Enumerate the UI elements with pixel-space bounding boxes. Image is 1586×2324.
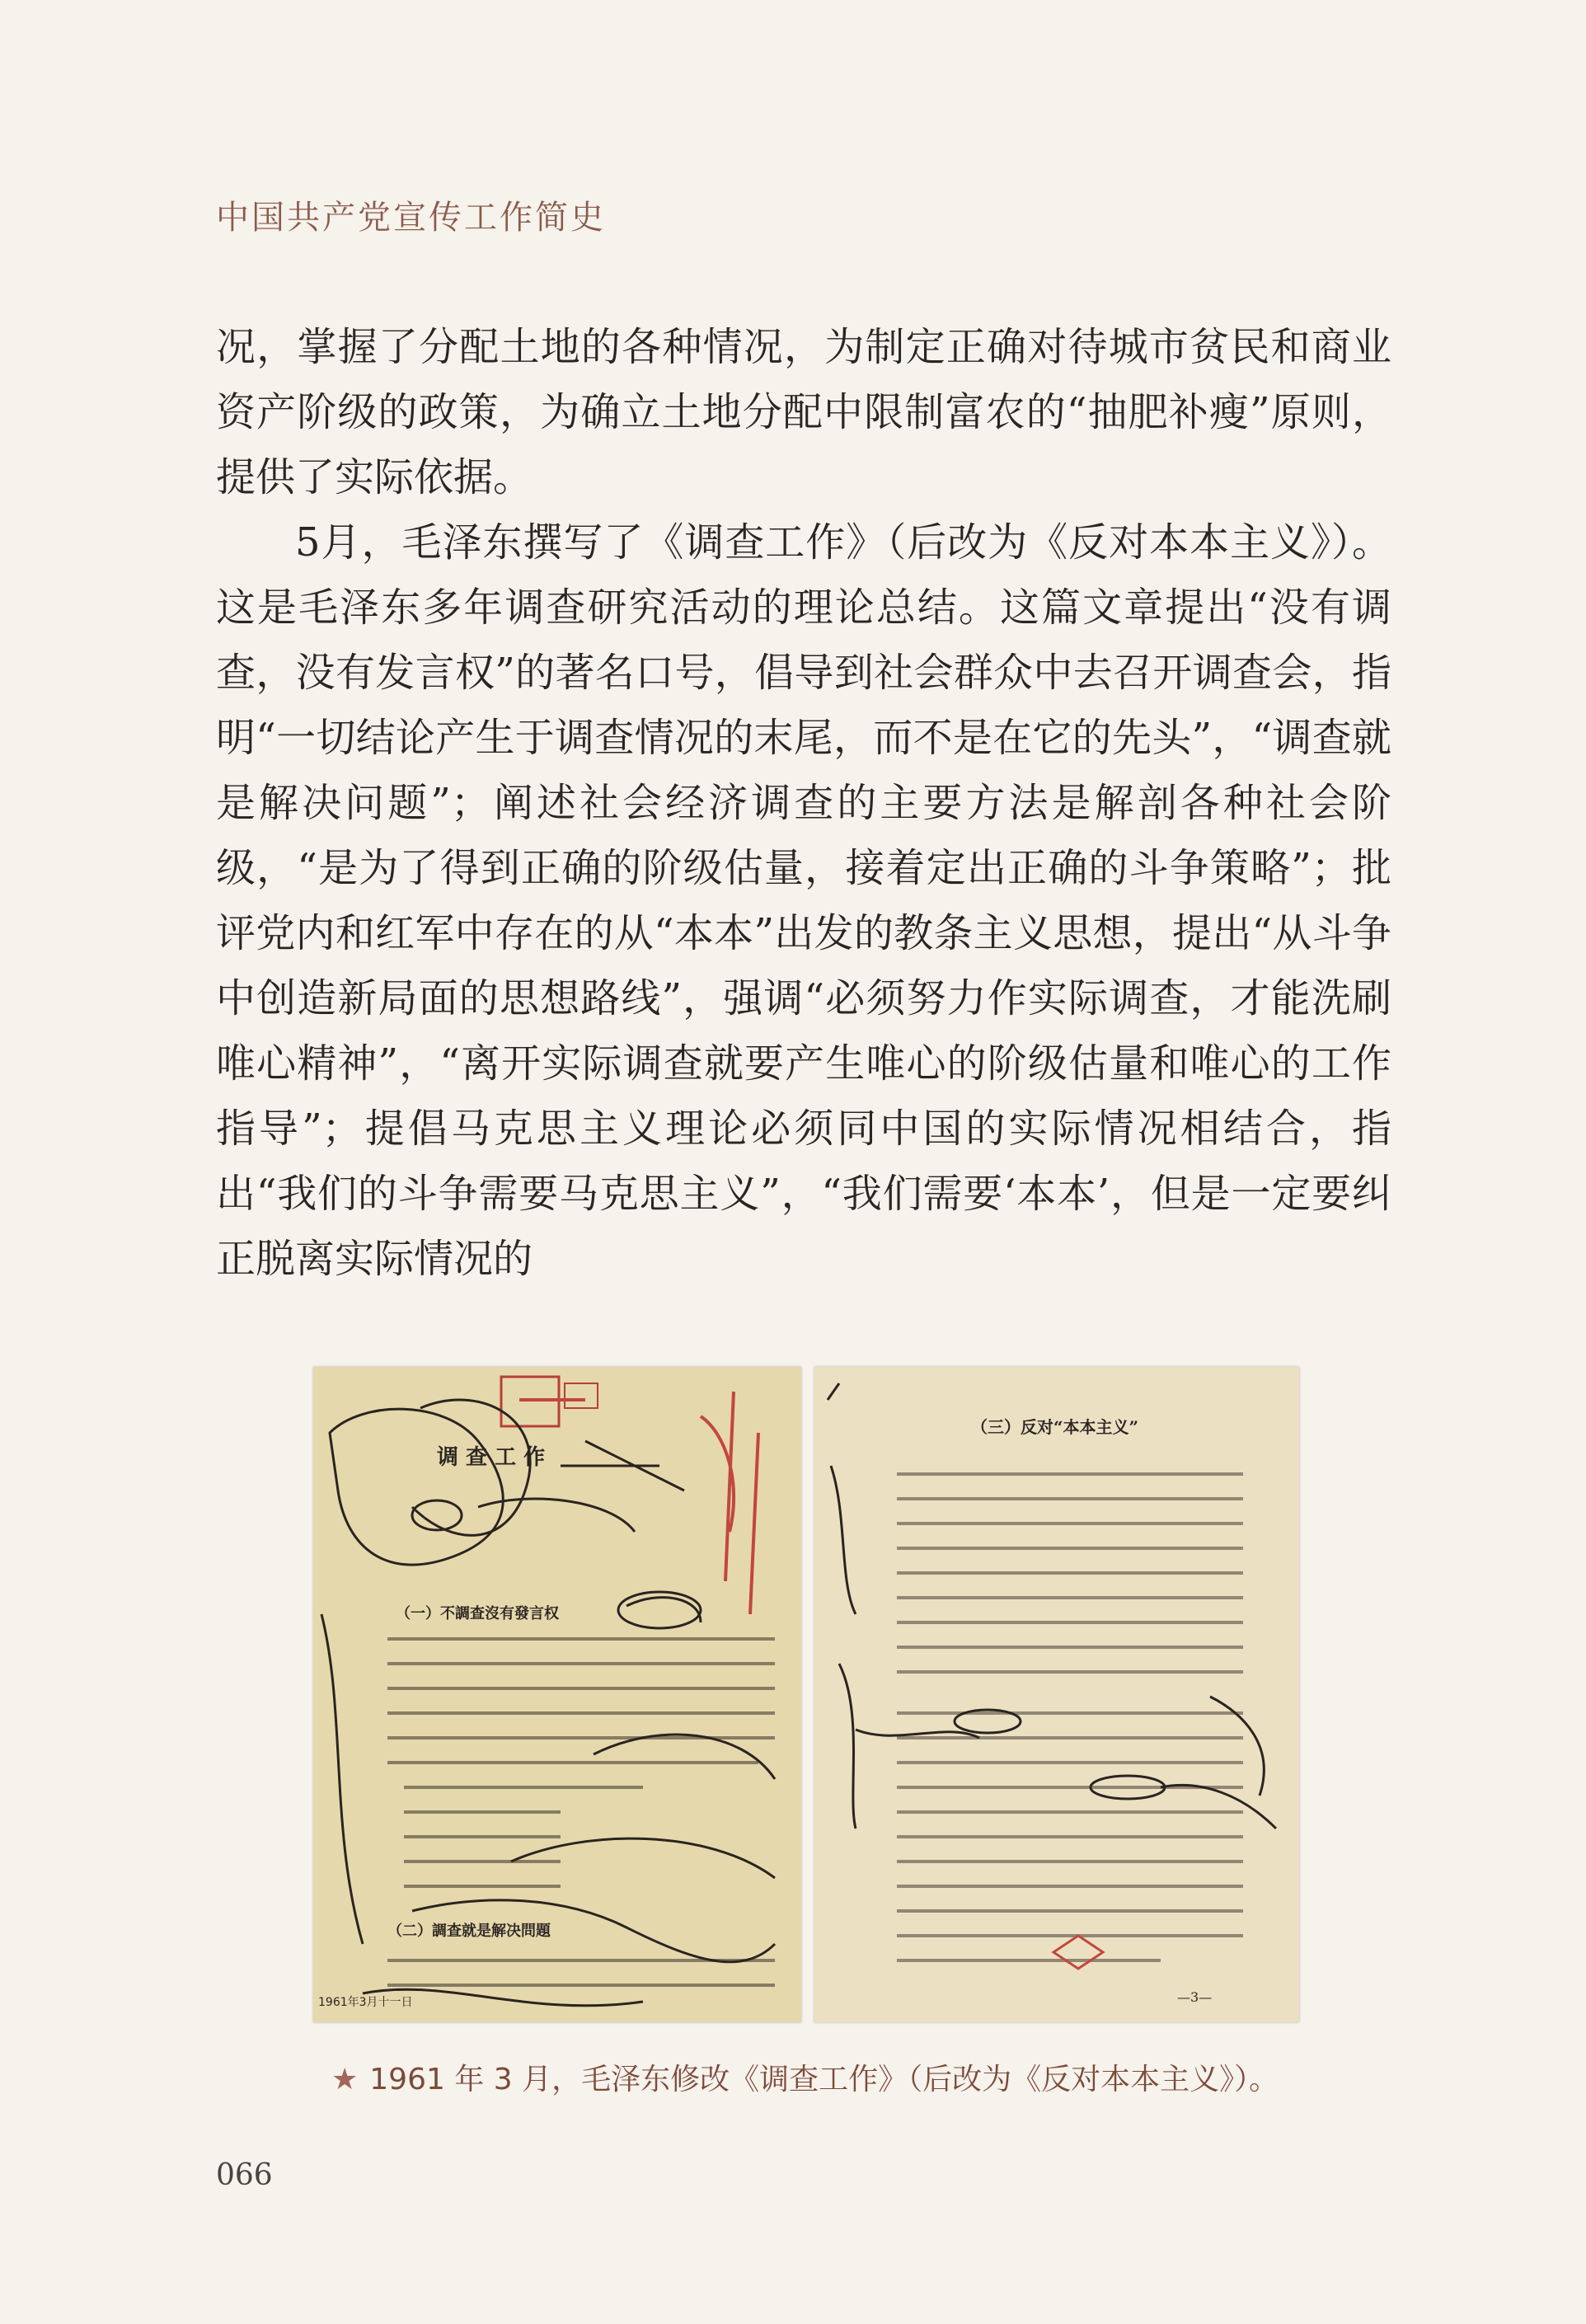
manuscript-left-annotation: 1961年3月十一日: [318, 1996, 413, 2009]
body-text: [216, 315, 1391, 1292]
manuscript-right-title: （三）反对“本本主义”: [971, 1417, 1139, 1437]
manuscript-right-drawing: [814, 1367, 1299, 2022]
manuscript-left-section2: （二）調查就是解决問題: [387, 1923, 551, 1940]
manuscript-right-page: [814, 1367, 1299, 2022]
paragraph-2: 5月，毛泽东撰写了《调查工作》（后改为《反对本本主义》）。这是毛泽东多年调查研究活动的理论总结。这篇文章提出“没有调查，没有发言权”的著名口号，倡导到社会群众中去召开调查会，指明“一切结论产生于调查情况的末尾，而不是在它的先头”，“调查就是解决问题”；阐述社会经济调查的主要方法是解剖各种社会阶级，“是为了得到正确的阶级估量，接着定出正确的斗争策略”；批评党内和红军中存在的从“本本”出发的教条主义思想，提出“从斗争中创造新局面的思想路线”，强调“必须努力作实际调查，才能洗刷唯心精神”，“离开实际调查就要产生唯心的阶级估量和唯心的工作指导”；提倡马克思主义理论必须同中国的实际情况相结合，指出“我们的斗争需要马克思主义”，“我们需要‘本本’，但是一定要纠正脱离实际情况的: [216, 519, 1391, 1282]
manuscript-left-drawing: [313, 1367, 801, 2022]
manuscript-right-page-number: —3—: [1177, 1989, 1213, 2005]
running-header: 中国共产党宣传工作简史: [216, 199, 606, 237]
manuscript-figure: [313, 1367, 1299, 2022]
page-number: 066: [216, 2158, 273, 2192]
star-icon: ★: [331, 2063, 359, 2096]
manuscript-left-section1: （一）不調查沒有發言权: [396, 1605, 559, 1622]
manuscript-left-title: 调 查 工 作: [437, 1445, 546, 1470]
paragraph-1: 况，掌握了分配土地的各种情况，为制定正确对待城市贫民和商业资产阶级的政策，为确立土地分配中限制富农的“抽肥补瘦”原则，提供了实际依据。: [216, 324, 1391, 500]
manuscript-left-page: [313, 1367, 801, 2022]
figure-caption: [331, 2056, 1279, 2098]
caption-text: 1961 年 3 月，毛泽东修改《调查工作》（后改为《反对本本主义》）。: [369, 2063, 1279, 2096]
